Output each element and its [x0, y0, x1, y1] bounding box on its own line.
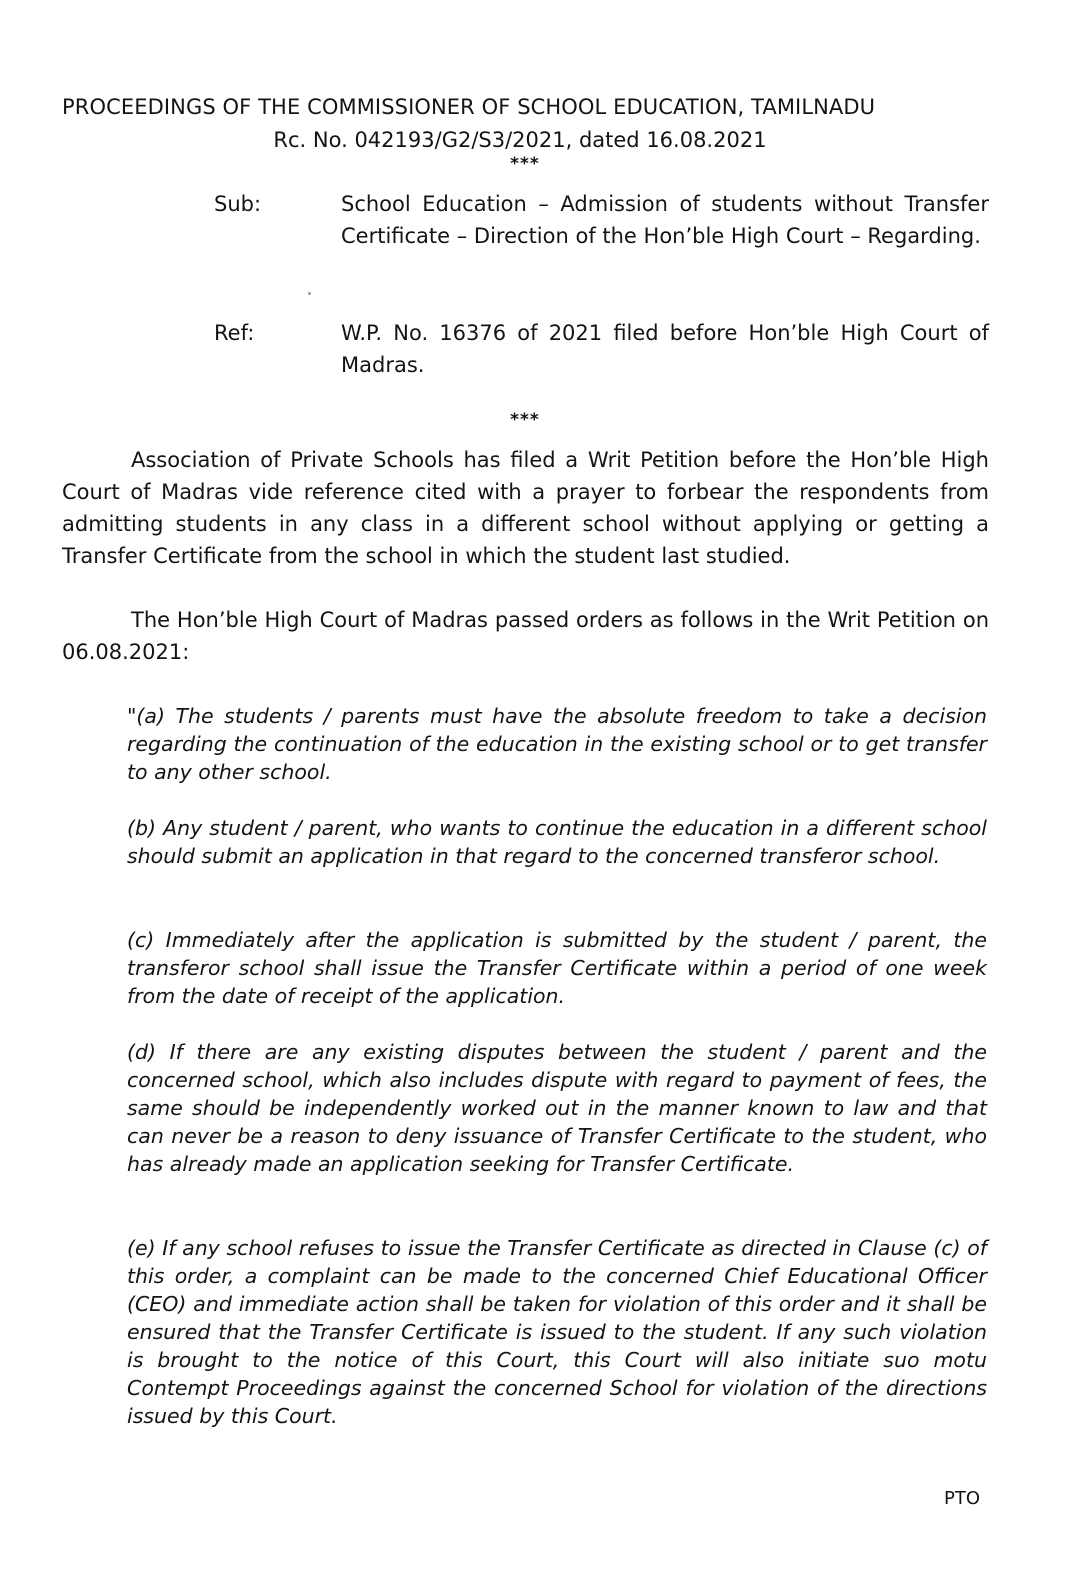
scan-speck [308, 292, 311, 295]
court-order-clause-e: (e) If any school refuses to issue the Transfer Certificate as directed in Clause (c) of this order, a complaint can be made to the concerned Chief Educational Officer (CEO) and immediate action shall be taken for violation of this order and it shall be ensured that the Transfer Certificate is issued to the student. If any such violation is brought to the notice of this Court, this Court will also initiate suo motu Contempt Proceedings against the concerned School for violation of the directions issued by this Court. [127, 1236, 987, 1428]
separator-stars: *** [510, 154, 540, 174]
page-turn-over-label: PTO [944, 1488, 981, 1509]
court-order-clause-a: "(a) The students / parents must have the absolute freedom to take a decision regarding the continuation of the education in the existing school or to get transfer to any other school. [127, 704, 987, 784]
document-title: PROCEEDINGS OF THE COMMISSIONER OF SCHOOL EDUCATION, TAMILNADU [62, 95, 876, 119]
court-order-clause-d: (d) If there are any existing disputes between the student / parent and the concerned school, which also includes dispute with regard to payment of fees, the same should be independently worked out in the manner known to law and that can never be a reason to deny issuance of Transfer Certificate to the student, who has already made an application seeking for Transfer Certificate. [127, 1040, 987, 1176]
court-order-clause-b: (b) Any student / parent, who wants to continue the education in a different school should submit an application in that regard to the concerned transferor school. [127, 816, 987, 868]
reference-label: Ref: [214, 321, 255, 345]
court-order-clause-c: (c) Immediately after the application is submitted by the student / parent, the transferor school shall issue the Transfer Certificate within a period of one week from the date of receipt of the application. [127, 928, 987, 1008]
subject-text: School Education – Admission of students without Transfer Certificate – Direction of the Hon’ble High Court – Regarding. [341, 192, 989, 248]
separator-stars-2: *** [510, 410, 540, 430]
reference-text: W.P. No. 16376 of 2021 filed before Hon’ble High Court of Madras. [341, 321, 989, 377]
reference-number: Rc. No. 042193/G2/S3/2021, dated 16.08.2021 [273, 128, 767, 152]
body-paragraph-2: The Hon’ble High Court of Madras passed orders as follows in the Writ Petition on 06.08.2021: [62, 608, 989, 664]
subject-label: Sub: [214, 192, 262, 216]
body-paragraph-1: Association of Private Schools has filed a Writ Petition before the Hon’ble High Court of Madras vide reference cited with a prayer to forbear the respondents from admitting students in any class in a different school without applying or getting a Transfer Certificate from the school in which the student last studied. [62, 448, 989, 568]
